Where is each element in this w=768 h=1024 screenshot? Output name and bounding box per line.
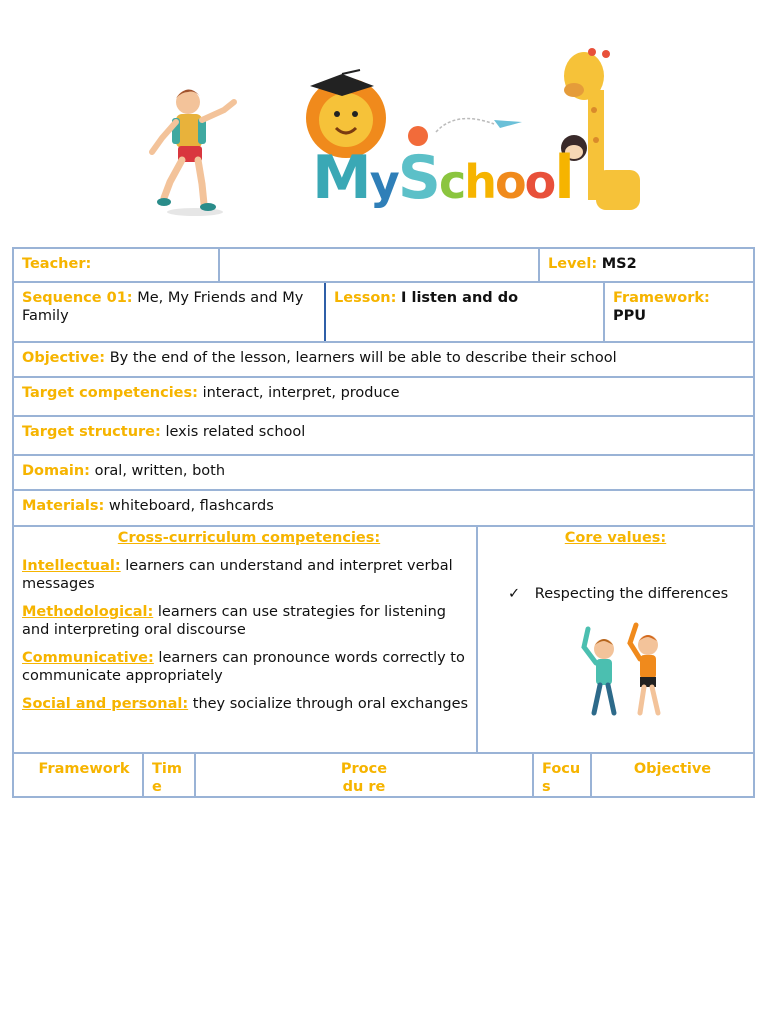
- target-structure-value: lexis related school: [165, 424, 306, 440]
- domain-value: oral, written, both: [94, 463, 226, 479]
- objective-value: By the end of the lesson, learners will be able to describe their school: [109, 350, 617, 366]
- sequence-value: Me, My Friends and My Family: [22, 290, 304, 324]
- domain-label: Domain:: [22, 463, 90, 479]
- target-competencies-row: [12, 376, 755, 417]
- social-personal-item: [22, 695, 476, 713]
- cross-curriculum-title: Cross-curriculum competencies:: [117, 530, 381, 546]
- objective-row: [12, 341, 755, 378]
- communicative-label: Communicative:: [22, 650, 154, 666]
- target-structure-label: Target structure:: [22, 424, 161, 440]
- lesson-label: Lesson:: [334, 290, 397, 306]
- framework-cell: [605, 283, 753, 341]
- col-focus: Focu s: [542, 761, 581, 795]
- target-competencies-value: interact, interpret, produce: [202, 385, 400, 401]
- materials-value: whiteboard, flashcards: [108, 498, 274, 514]
- core-value-item: [508, 585, 728, 603]
- target-structure-row: [12, 415, 755, 456]
- sequence-row: [12, 281, 755, 343]
- intellectual-item: [22, 557, 476, 593]
- col-objective: Objective: [633, 761, 712, 777]
- col-procedure: Procedu re: [340, 761, 388, 795]
- sequence-label: Sequence 01:: [22, 290, 133, 306]
- lesson-value: I listen and do: [401, 290, 519, 306]
- teacher-value-cell[interactable]: [220, 249, 538, 281]
- materials-row: [12, 489, 755, 527]
- teacher-cell: [14, 249, 218, 281]
- sequence-cell: [14, 283, 324, 341]
- methodological-label: Methodological:: [22, 604, 154, 620]
- social-personal-text: they socialize through oral exchanges: [192, 696, 469, 712]
- cross-curriculum-cell: [14, 527, 476, 752]
- level-label: Level:: [548, 256, 598, 272]
- materials-label: Materials:: [22, 498, 105, 514]
- children-stretching-illustration: [570, 617, 674, 717]
- communicative-text: learners can pronounce words correctly to communicate appropriately: [22, 650, 465, 684]
- level-cell: [540, 249, 753, 281]
- intellectual-label: Intellectual:: [22, 558, 121, 574]
- boy-illustration: [140, 80, 250, 220]
- myschool-logo-text: MySchool: [312, 143, 573, 213]
- communicative-item: [22, 649, 476, 685]
- col-framework: Framework: [38, 761, 130, 777]
- teacher-row: [12, 247, 755, 283]
- framework-value: PPU: [613, 308, 647, 324]
- core-values-title: Core values:: [564, 530, 667, 546]
- teacher-label: Teacher:: [22, 256, 92, 272]
- competencies-row: [12, 525, 755, 754]
- core-values-cell: [478, 527, 753, 752]
- core-value-text: Respecting the differences: [534, 586, 729, 602]
- intellectual-text: learners can understand and interpret verbal messages: [22, 558, 453, 592]
- domain-row: [12, 454, 755, 491]
- social-personal-label: Social and personal:: [22, 696, 189, 712]
- methodological-text: learners can use strategies for listening and interpreting oral discourse: [22, 604, 446, 638]
- lesson-plan-header-row: [12, 752, 755, 798]
- target-competencies-label: Target competencies:: [22, 385, 198, 401]
- lesson-cell: [326, 283, 603, 341]
- check-icon: ✓: [508, 586, 521, 602]
- methodological-item: [22, 603, 476, 639]
- objective-label: Objective:: [22, 350, 106, 366]
- col-time: Tim e: [152, 761, 182, 795]
- level-value: MS2: [601, 256, 637, 272]
- framework-label: Framework:: [613, 290, 710, 306]
